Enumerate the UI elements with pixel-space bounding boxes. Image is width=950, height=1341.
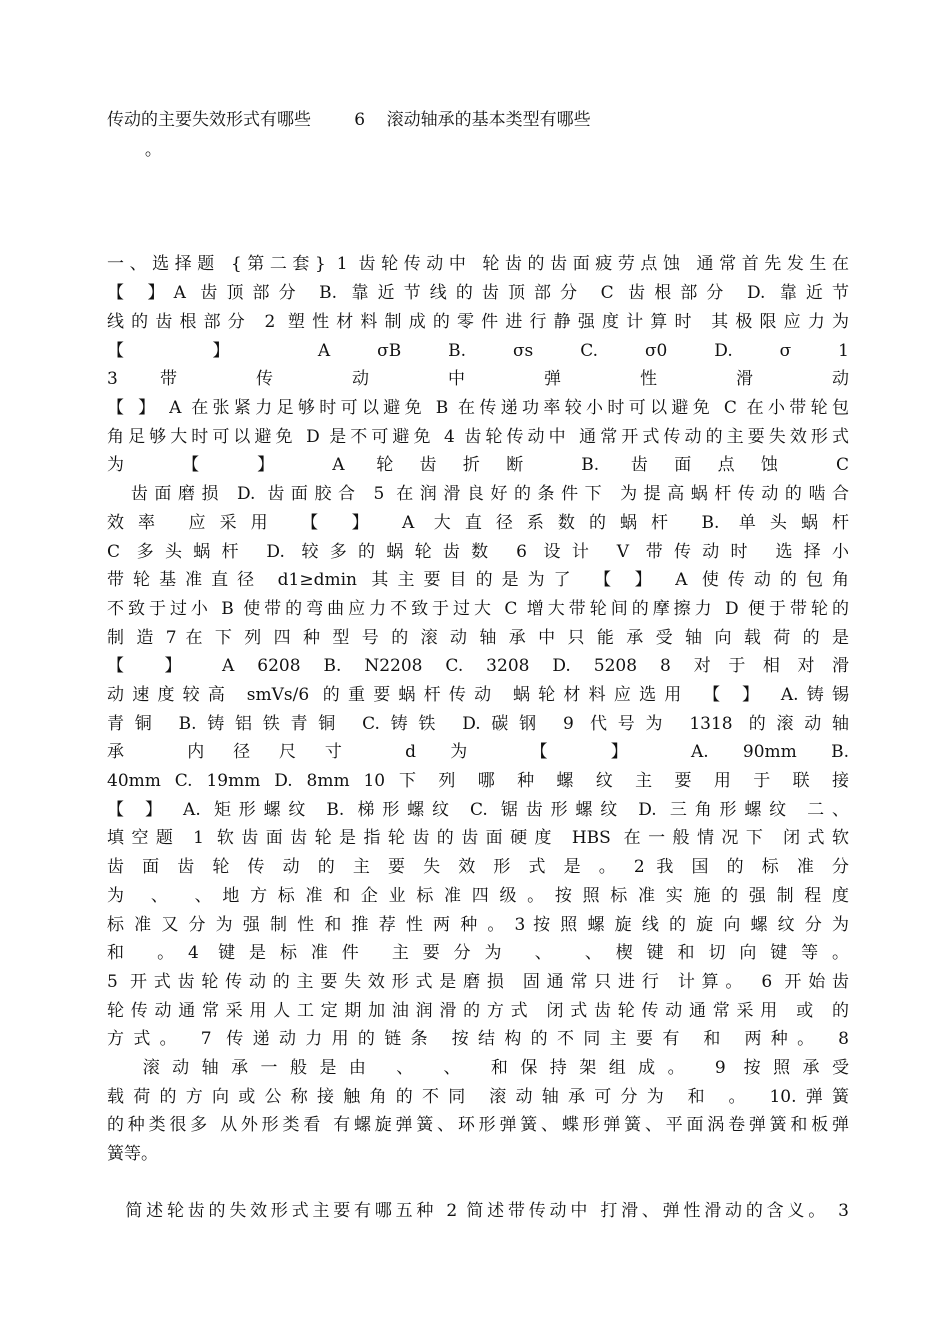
text-line: 角足够大时可以避免 D 是不可避免 4 齿轮传动中 通常开式传动的主要失效形式	[107, 427, 849, 447]
text-line: 制 造 7 在 下 列 四 种 型 号 的 滚 动 轴 承 中 只 能 承 受 轴 向 载 荷 的 是	[107, 628, 849, 648]
text-line: 的种类很多 从外形类看 有螺旋弹簧、环形弹簧、蝶形弹簧、平面涡卷弹簧和板弹	[107, 1115, 849, 1135]
text-line: 青铜 B.铸铝铁青铜 C.铸铁 D.碳钢 9 代号为 1318 的滚动轴	[107, 714, 849, 734]
text-line: 【 】A 齿顶部分 B. 靠近节线的齿顶部分 C 齿根部分 D. 靠近节	[107, 283, 849, 303]
text-line: 为 【 】 A 轮齿折断 B. 齿面点蚀 C	[107, 455, 849, 475]
text-line: C 多头蜗杆 D. 较多的蜗轮齿数 6 设计 V 带传动时 选择小	[107, 542, 849, 562]
text-line: 传动的主要失效形式有哪些 6 滚动轴承的基本类型有哪些	[107, 110, 591, 130]
text-line: 线的齿根部分 2 塑性材料制成的零件进行静强度计算时 其极限应力为	[107, 312, 849, 332]
text-line: 标 准 又 分 为 强 制 性 和 推 荐 性 两 种 。 3 按 照 螺 旋 线 的 旋 向 螺 纹 分 为	[107, 915, 849, 935]
text-line: 齿面磨损 D. 齿面胶合 5 在润滑良好的条件下 为提高蜗杆传动的啮合	[107, 484, 849, 504]
text-line: 承 内径尺寸 d 为 【 】 A. 90mm B.	[107, 742, 849, 762]
text-line: 5 开式齿轮传动的主要失效形式是磨损 固通常只进行 计算。 6 开始齿	[107, 972, 849, 992]
text-line: 【 】 A 在张紧力足够时可以避免 B 在传递功率较小时可以避免 C 在小带轮包	[107, 398, 849, 418]
text-line: 【 】 A 6208 B. N2208 C. 3208 D. 5208 8 对于相对滑	[107, 656, 849, 676]
text-line: 载荷的方向或公称接触角的不同 滚动轴承可分为 和 。 10.弹簧	[107, 1087, 849, 1107]
text-line: 方式。 7 传递动力用的链条 按结构的不同主要有 和 两种。 8	[107, 1029, 849, 1049]
text-line: 效率 应采用 【 】 A 大直径系数的蜗杆 B. 单头蜗杆	[107, 513, 849, 533]
text-line: 【 】 A. 矩形螺纹 B. 梯形螺纹 C. 锯齿形螺纹 D. 三角形螺纹 二、	[107, 800, 849, 820]
text-line: 3 带 传 动 中 弹 性 滑 动	[107, 369, 849, 389]
text-line: 带轮基准直径 d1≥dmin 其主要目的是为了 【 】 A 使传动的包角	[107, 570, 849, 590]
text-line: 和 。4 键是标准件 主要分为 、 、楔键和切向键等。	[107, 943, 849, 963]
text-line: 不致于过小 B 使带的弯曲应力不致于过大 C 增大带轮间的摩擦力 D 便于带轮的	[107, 599, 849, 619]
text-line: 40mm C. 19mm D. 8mm 10 下 列 哪 种 螺 纹 主 要 用 于 联 接	[107, 771, 849, 791]
text-line: 轮传动通常采用人工定期加油润滑的方式 闭式齿轮传动通常采用 或 的	[107, 1001, 849, 1021]
text-line: 为 、 、地方标准和企业标准四级。按照标准实施的强制程度	[107, 886, 849, 906]
text-line: 填空题 1 软齿面齿轮是指轮齿的齿面硬度 HBS 在一般情况下 闭式软	[107, 828, 849, 848]
text-line: 一、选择题 {第二套} 1 齿轮传动中 轮齿的齿面疲劳点蚀 通常首先发生在	[107, 254, 849, 274]
text-line: 。	[107, 140, 162, 160]
text-line: 簧等。	[107, 1144, 158, 1164]
text-line: 动速度较高 smVs/6 的重要蜗杆传动 蜗轮材料应选用 【 】 A.铸锡	[107, 685, 849, 705]
text-line: 简述轮齿的失效形式主要有哪五种 2 简述带传动中 打滑、弹性滑动的含义。 3	[107, 1201, 849, 1221]
text-line: 齿 面 齿 轮 传 动 的 主 要 失 效 形 式 是 。 2 我 国 的 标 准 分	[107, 857, 849, 877]
text-line: 【 】 A σB B. σs C. σ0 D. σ 1	[107, 341, 849, 361]
text-line: 滚动轴承一般是由 、 、 和保持架组成。 9 按照承受	[107, 1058, 849, 1078]
